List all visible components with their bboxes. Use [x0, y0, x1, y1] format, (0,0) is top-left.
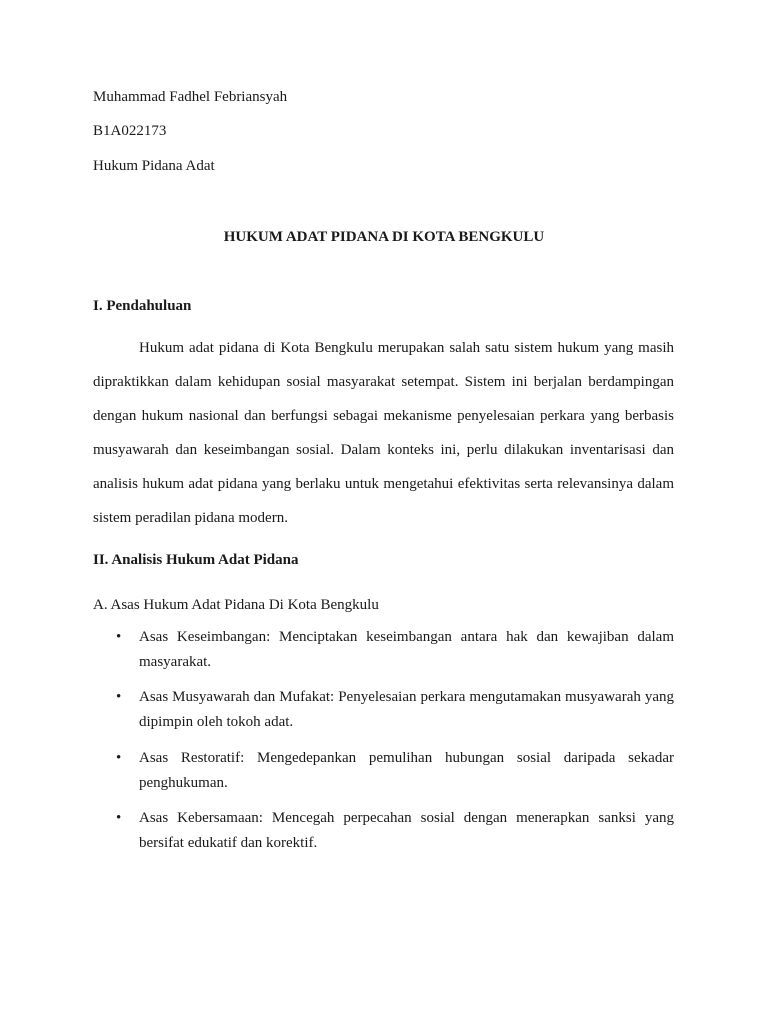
- bullet-icon: •: [116, 629, 122, 645]
- course-name: Hukum Pidana Adat: [93, 158, 215, 174]
- section-heading: I. Pendahuluan: [93, 298, 192, 314]
- intro-paragraph: Hukum adat pidana di Kota Bengkulu merupakan salah satu sistem hukum yang masih dipraktikkan dalam kehidupan sosial masyarakat setempat. Sistem ini berjalan berdampingan dengan hukum nasional dan berfungsi sebagai mekanisme penyelesaian perkara yang berbasis musyawarah dan keseimbangan sosial. Dalam konteks ini, perlu dilakukan inventarisasi dan analisis hukum adat pidana yang berlaku untuk mengetahui efektivitas serta relevansinya dalam sistem peradilan pidana modern.: [93, 340, 674, 526]
- list-item-text: Asas Kebersamaan: Mencegah perpecahan sosial dengan menerapkan sanksi yang bersifat edukatif dan korektif.: [139, 810, 674, 851]
- author-name: Muhammad Fadhel Febriansyah: [93, 89, 288, 105]
- bullet-icon: •: [116, 810, 122, 826]
- list-item-text: Asas Restoratif: Mengedepankan pemulihan hubungan sosial daripada sekadar penghukuman.: [139, 750, 674, 791]
- student-id: B1A022173: [93, 123, 167, 139]
- list-item-text: Asas Musyawarah dan Mufakat: Penyelesaian perkara mengutamakan musyawarah yang dipimpin oleh tokoh adat.: [139, 689, 674, 730]
- document-title: HUKUM ADAT PIDANA DI KOTA BENGKULU: [223, 229, 545, 245]
- section-heading: II. Analisis Hukum Adat Pidana: [93, 552, 299, 568]
- bullet-icon: •: [116, 689, 122, 705]
- bullet-icon: •: [116, 750, 122, 766]
- list-item-text: Asas Keseimbangan: Menciptakan keseimbangan antara hak dan kewajiban dalam masyarakat.: [139, 629, 674, 670]
- subsection-heading: A. Asas Hukum Adat Pidana Di Kota Bengkulu: [93, 597, 379, 613]
